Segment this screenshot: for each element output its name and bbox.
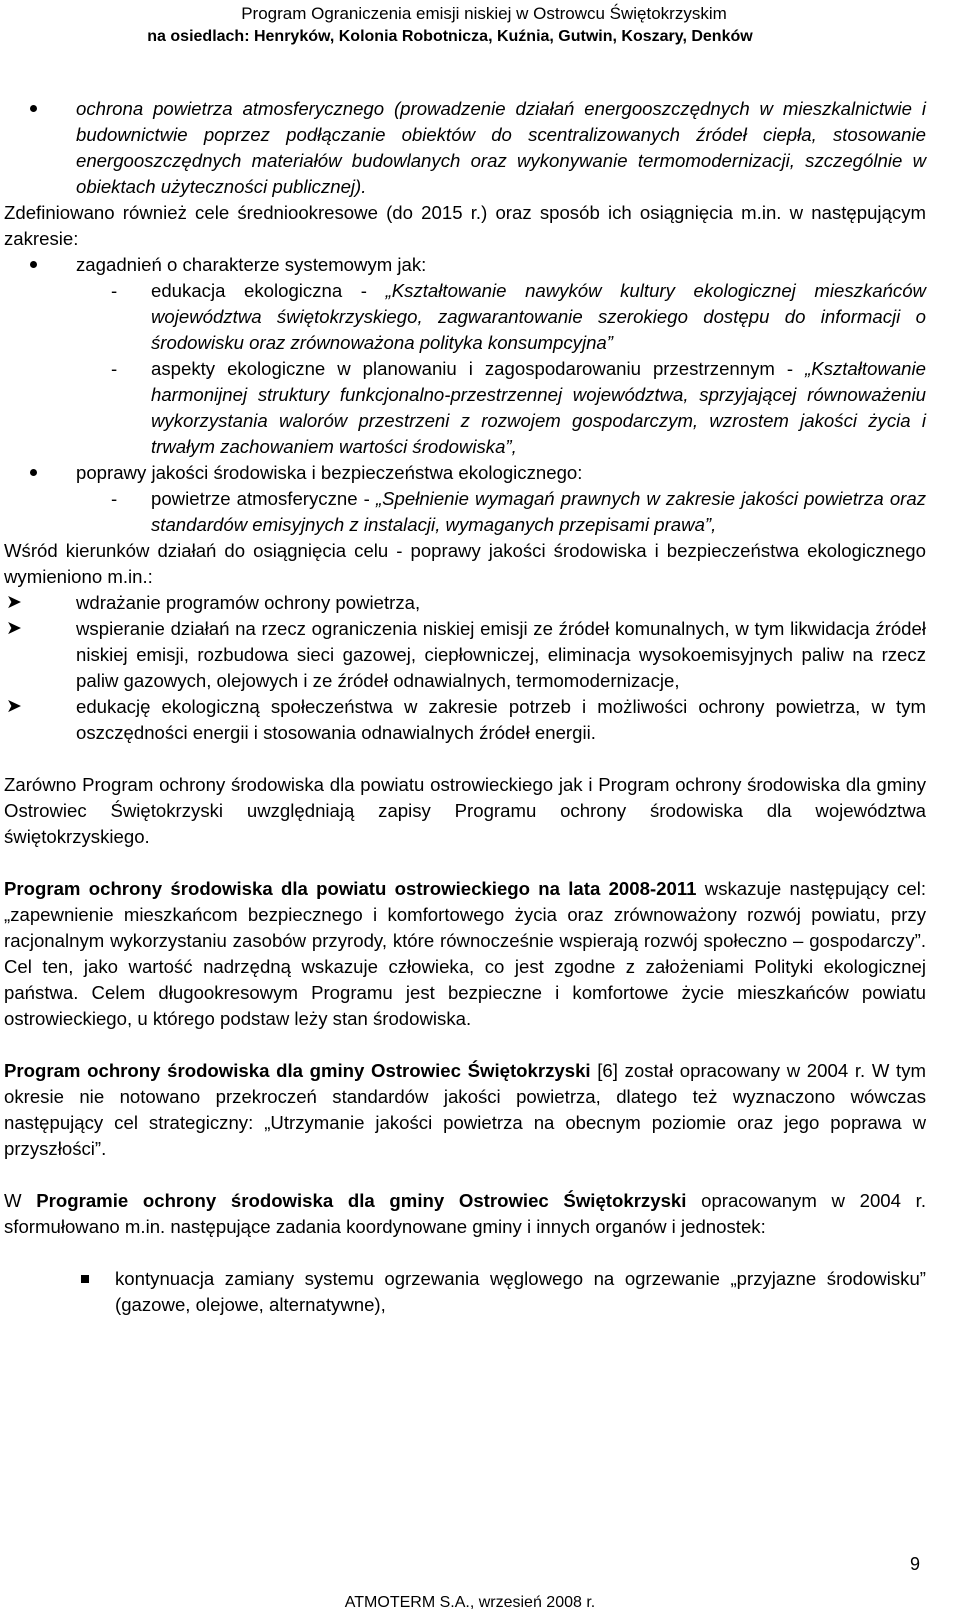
program-title: Program ochrony środowiska dla gminy Ostrowiec Świętokrzyski <box>4 1060 591 1081</box>
footer-text: ATMOTERM S.A., wrzesień 2008 r. <box>344 1594 596 1611</box>
square-text: kontynuacja zamiany systemu ogrzewania węglowego na ogrzewanie „przyjazne środowisku” (gazowe, olejowe, alternatywne), <box>115 1268 926 1315</box>
bullet-icon <box>30 105 37 112</box>
arrow-text: wdrażanie programów ochrony powietrza, <box>76 592 421 613</box>
paragraph: Program ochrony środowiska dla gminy Ostrowiec Świętokrzyski [6] został opracowany w 2004 r. W tym okresie nie notowano przekroczeń standardów jakości powietrza, dlatego też wyznaczono wówczas następujący cel strategiczny: „Utrzymanie jakości powietrza na obecnym poziomie oraz jego poprawa w przyszłości”. <box>4 1060 926 1159</box>
square-bullet-icon <box>81 1275 89 1283</box>
arrow-item <box>6 694 926 746</box>
bullet-item <box>76 96 926 200</box>
arrow-bullet-icon: ➤ <box>6 618 22 639</box>
dash-lead: edukacja ekologiczna - <box>151 280 386 301</box>
dash-quote: „Kształtowanie harmonijnej struktury funkcjonalno-przestrzennej województwa, sprzyjającej równoważeniu wykorzystania walorów przestrzeni z rozwojem gospodarczym, wzrostem jakości życia i trwałym zachowaniem wartości środowiska”, <box>151 358 926 457</box>
bullet-item <box>76 252 926 278</box>
dash-item <box>111 278 926 356</box>
paragraph: Zdefiniowano również cele średniookresowe (do 2015 r.) oraz sposób ich osiągnięcia m.in. w następującym zakresie: <box>4 202 926 249</box>
arrow-bullet-icon: ➤ <box>6 592 22 613</box>
arrow-item <box>6 616 926 694</box>
header-line-1: Program Ograniczenia emisji niskiej w Ostrowcu Świętokrzyskim <box>241 4 727 23</box>
dash-marker: - <box>111 488 118 509</box>
header-line-2: na osiedlach: Henryków, Kolonia Robotnicza, Kuźnia, Gutwin, Koszary, Denków <box>147 28 753 45</box>
paragraph: Wśród kierunków działań do osiągnięcia celu - poprawy jakości środowiska i bezpieczeństwa ekologicznego wymieniono m.in.: <box>4 540 926 587</box>
bullet-item <box>76 460 926 486</box>
paragraph: W Programie ochrony środowiska dla gminy Ostrowiec Świętokrzyski opracowanym w 2004 r. sformułowano m.in. następujące zadania koordynowane gminy i innych organów i jednostek: <box>4 1190 926 1237</box>
dash-marker: - <box>111 358 118 379</box>
dash-lead: powietrze atmosferyczne - <box>151 488 376 509</box>
document-body <box>4 96 926 1318</box>
dash-quote: „Kształtowanie nawyków kultury ekologicznej mieszkańców województwa świętokrzyskiego, zagwarantowanie szerokiego dostępu do informacji o środowisku oraz zrównoważona polityka konsumpcyjna” <box>151 280 926 353</box>
arrow-text: edukację ekologiczną społeczeństwa w zakresie potrzeb i możliwości ochrony powietrza, w tym oszczędności energii i stosowania odnawialnych źródeł energii. <box>76 696 926 743</box>
bullet-text: poprawy jakości środowiska i bezpieczeństwa ekologicznego: <box>76 462 583 483</box>
dash-item <box>111 486 926 538</box>
arrow-bullet-icon: ➤ <box>6 696 22 717</box>
bullet-icon <box>30 469 37 476</box>
paragraph: Program ochrony środowiska dla powiatu ostrowieckiego na lata 2008-2011 wskazuje następujący cel: „zapewnienie mieszkańcom bezpiecznego i komfortowego życia oraz zrównoważony rozwój powiatu, przy racjonalnym wykorzystaniu zasobów przyrody, które równocześnie wspierają rozwój społeczno – gospodarczy”. Cel ten, jako wartość nadrzędną wskazuje człowieka, co jest zgodne z założeniami Polityki ekologicznej państwa. Celem długookresowym Programu jest bezpieczne i komfortowe życie mieszkańców powiatu ostrowieckiego, u którego podstaw leży stan środowiska. <box>4 878 926 1029</box>
square-item <box>115 1266 926 1318</box>
program-title: Program ochrony środowiska dla powiatu ostrowieckiego na lata 2008-2011 <box>4 878 697 899</box>
bullet-text: zagadnień o charakterze systemowym jak: <box>76 254 427 275</box>
dash-lead: aspekty ekologiczne w planowaniu i zagospodarowaniu przestrzennym - <box>151 358 806 379</box>
dash-marker: - <box>111 280 118 301</box>
paragraph: Zarówno Program ochrony środowiska dla powiatu ostrowieckiego jak i Program ochrony środowiska dla gminy Ostrowiec Świętokrzyski uwzględniają zapisy Programu ochrony środowiska dla województwa świętokrzyskiego. <box>4 774 926 847</box>
arrow-text: wspieranie działań na rzecz ograniczenia niskiej emisji ze źródeł komunalnych, w tym likwidacja źródeł niskiej emisji, rozbudowa sieci gazowej, ciepłowniczej, eliminacja wysokoemisyjnych paliw na rzecz paliw gazowych, olejowych i ze źródeł odnawialnych, termomodernizacje, <box>76 618 926 691</box>
arrow-item <box>6 590 926 616</box>
bullet-text: ochrona powietrza atmosferycznego (prowadzenie działań energooszczędnych w mieszkalnictwie i budownictwie poprzez podłączanie obiektów do scentralizowanych źródeł ciepła, stosowanie energooszczędnych materiałów budowlanych oraz wykonywanie termomodernizacji, szczególnie w obiektach użyteczności publicznej). <box>76 98 926 197</box>
dash-quote: „Spełnienie wymagań prawnych w zakresie jakości powietrza oraz standardów emisyjnych z instalacji, wymaganych przepisami prawa”, <box>151 488 926 535</box>
program-title: Programie ochrony środowiska dla gminy Ostrowiec Świętokrzyski <box>36 1190 687 1211</box>
bullet-icon <box>30 261 37 268</box>
page-number: 9 <box>909 1554 920 1574</box>
dash-item <box>111 356 926 460</box>
